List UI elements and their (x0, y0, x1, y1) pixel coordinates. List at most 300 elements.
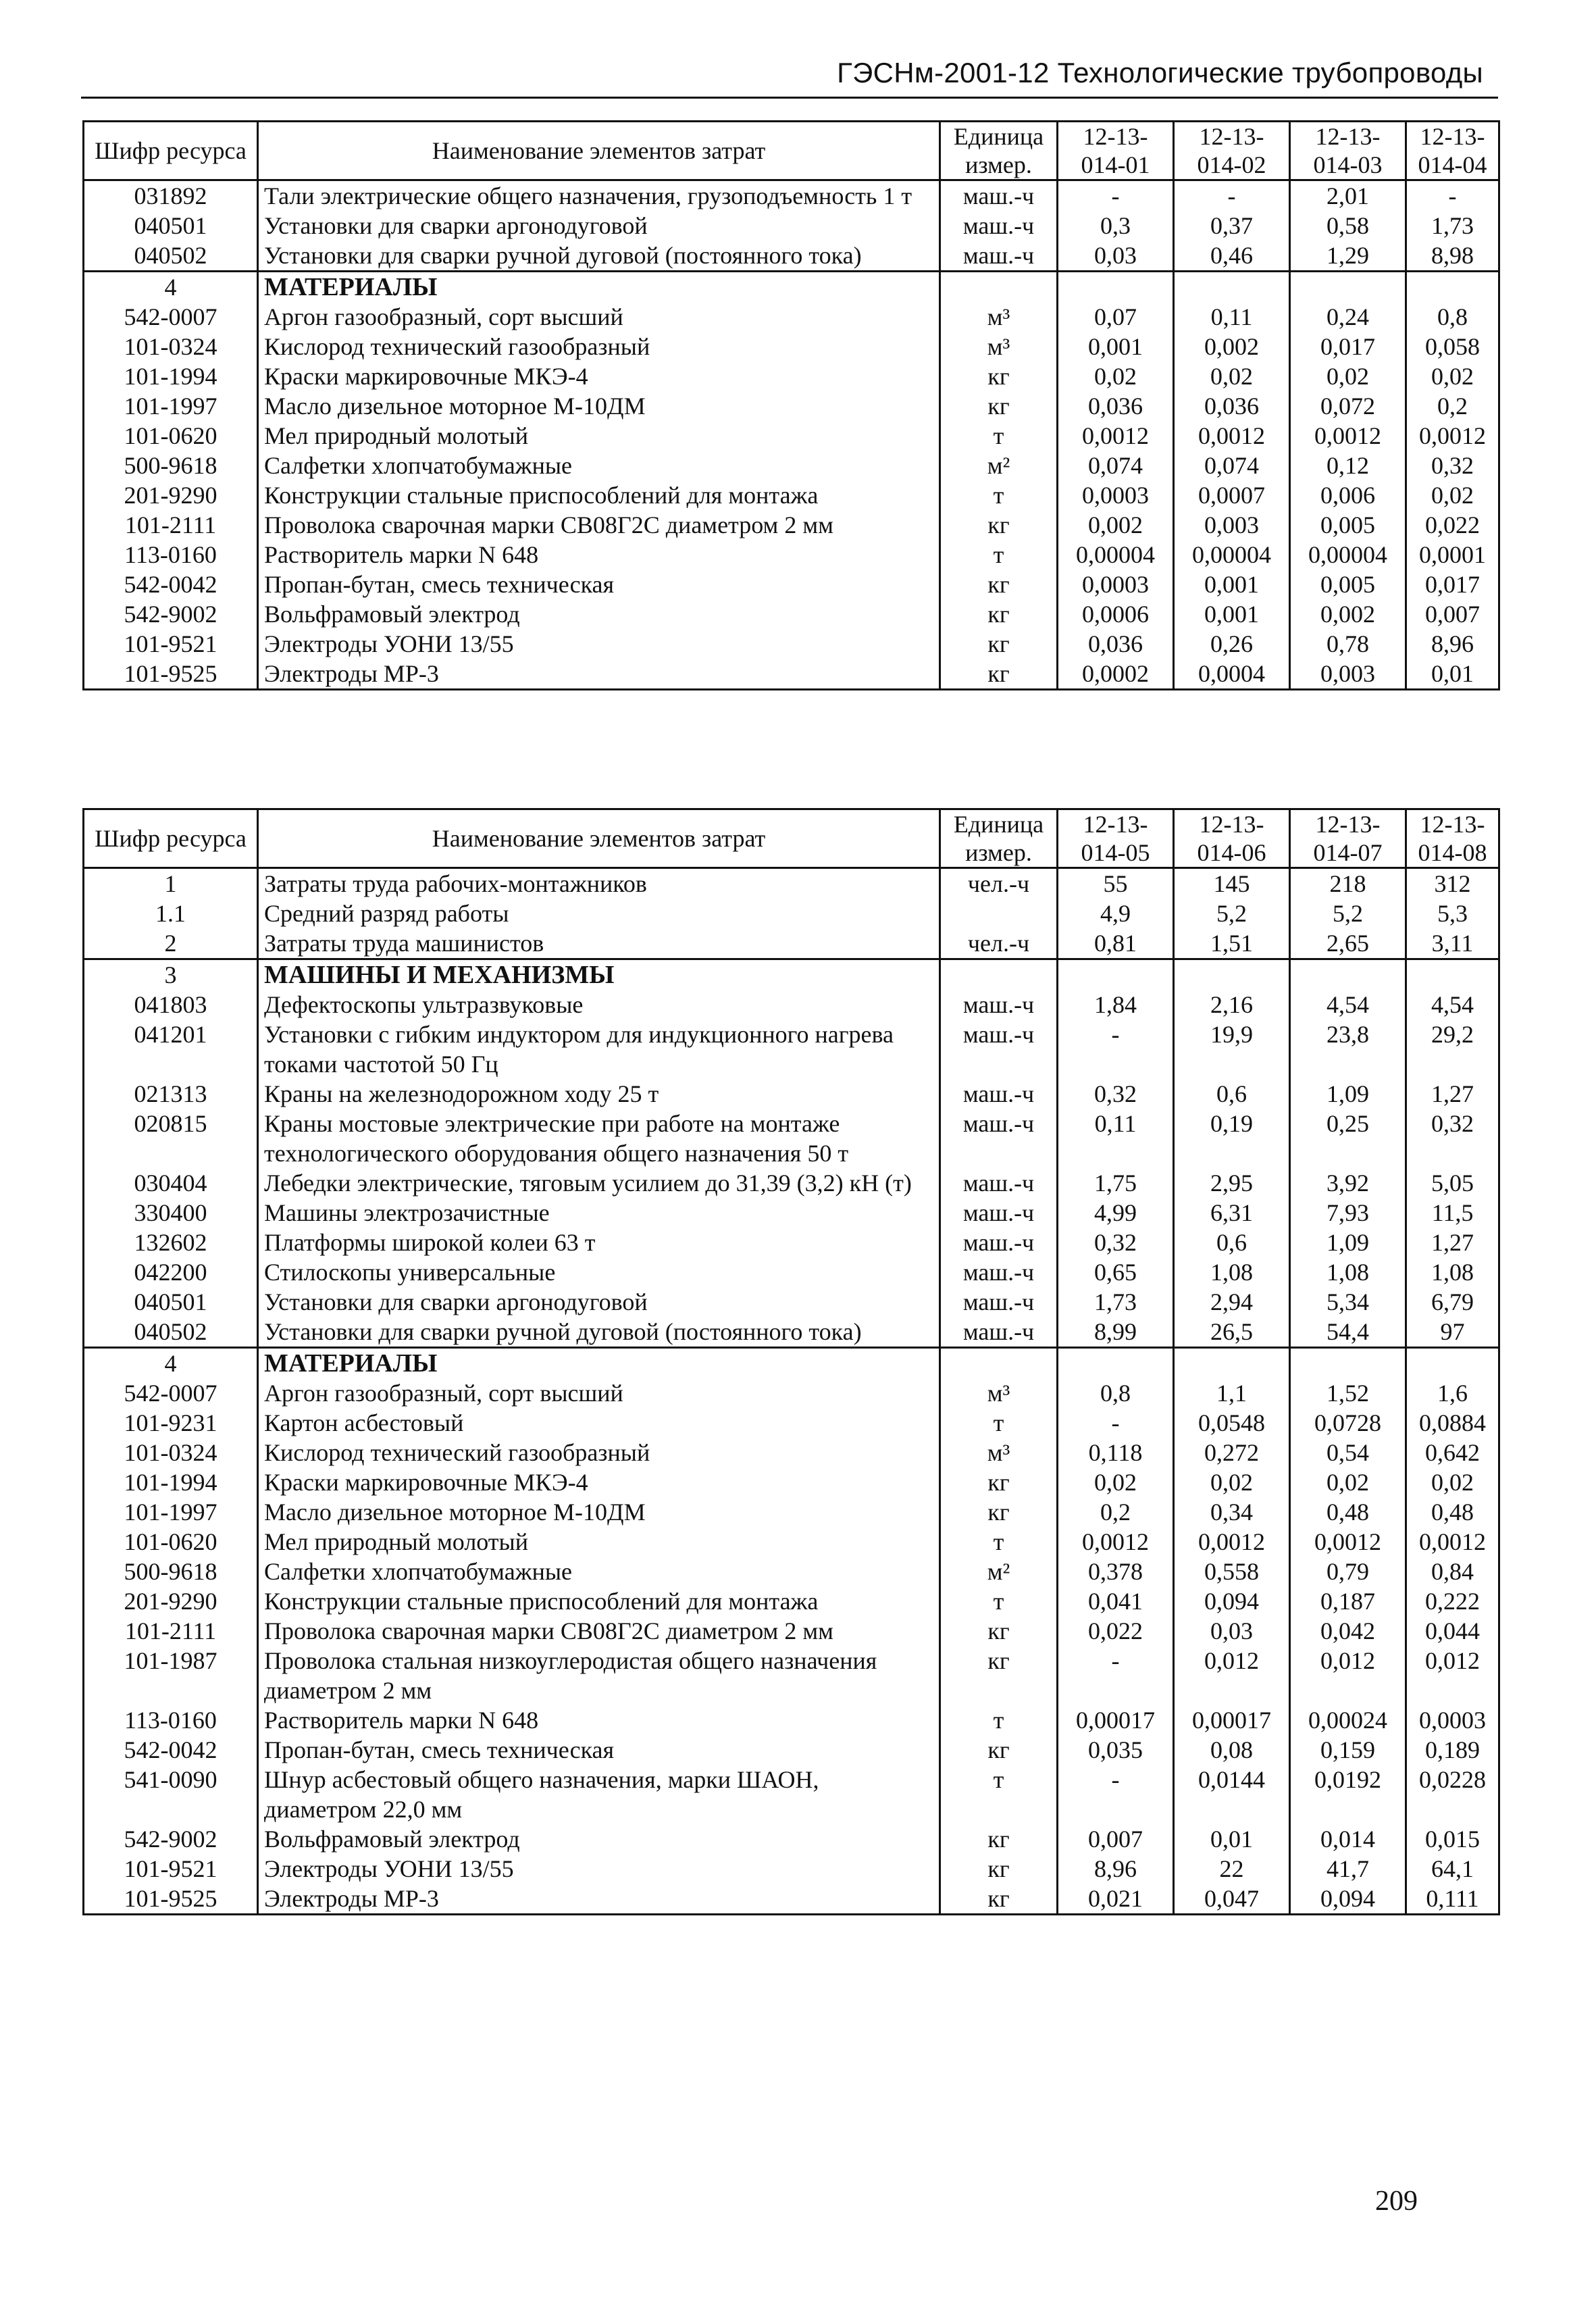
value-cell: 29,2 (1406, 1020, 1499, 1079)
value-cell: 11,5 (1406, 1198, 1499, 1228)
col-header-c1: 12-13-014-01 (1058, 122, 1174, 180)
table-row (84, 180, 1499, 211)
resource-code-cell: 101-0324 (84, 332, 258, 361)
table-body (84, 868, 1499, 1915)
resource-code-cell: 541-0090 (84, 1765, 258, 1824)
table-row (84, 1824, 1499, 1854)
value-cell: 5,2 (1290, 899, 1406, 928)
resource-code-cell: 1.1 (84, 899, 258, 928)
resource-code-cell: 021313 (84, 1079, 258, 1109)
value-cell: 0,003 (1174, 510, 1290, 540)
table-row (84, 1527, 1499, 1557)
value-cell: 2,94 (1174, 1287, 1290, 1317)
value-cell: 0,6 (1174, 1079, 1290, 1109)
value-cell: 0,6 (1174, 1228, 1290, 1257)
table-row (84, 1317, 1499, 1348)
resource-code-cell: 101-9521 (84, 1854, 258, 1884)
cost-element-name-cell: Тали электрические общего назначения, грузоподъемность 1 т (258, 180, 940, 211)
value-cell: 0,0192 (1290, 1765, 1406, 1824)
table-row (84, 1586, 1499, 1616)
value-cell: 0,012 (1290, 1646, 1406, 1705)
cost-element-name-cell: Шнур асбестовый общего назначения, марки ШАОН, диаметром 22,0 мм (258, 1765, 940, 1824)
value-cell (1174, 272, 1290, 303)
value-cell: 0,017 (1406, 570, 1499, 599)
cost-element-name-cell: Пропан-бутан, смесь техническая (258, 570, 940, 599)
cost-element-name-cell: Картон асбестовый (258, 1408, 940, 1438)
cost-element-name-cell: Дефектоскопы ультразвуковые (258, 990, 940, 1020)
col-header-unit: Единица измер. (940, 122, 1058, 180)
table-row (84, 899, 1499, 928)
value-cell: 0,26 (1174, 629, 1290, 659)
value-cell: 0,0006 (1058, 599, 1174, 629)
table-row (84, 211, 1499, 241)
value-cell (1406, 959, 1499, 990)
value-cell: 97 (1406, 1317, 1499, 1348)
resource-code-cell: 030404 (84, 1168, 258, 1198)
value-cell: 0,8 (1406, 302, 1499, 332)
unit-cell (940, 272, 1058, 303)
unit-cell: т (940, 1527, 1058, 1557)
col-header-c4: 12-13-014-08 (1406, 809, 1499, 868)
value-cell: 0,074 (1058, 451, 1174, 480)
unit-cell: маш.-ч (940, 241, 1058, 272)
resource-code-cell: 101-1994 (84, 1467, 258, 1497)
value-cell: 0,32 (1406, 451, 1499, 480)
resource-code-cell: 2 (84, 928, 258, 959)
resource-code-cell: 101-9231 (84, 1408, 258, 1438)
table-row (84, 1287, 1499, 1317)
unit-cell: кг (940, 599, 1058, 629)
cost-element-name-cell: Масло дизельное моторное М-10ДМ (258, 391, 940, 421)
value-cell: 0,02 (1174, 361, 1290, 391)
table-row (84, 570, 1499, 599)
col-header-code: Шифр ресурса (84, 122, 258, 180)
col-header-name: Наименование элементов затрат (258, 809, 940, 868)
cost-element-name-cell: Кислород технический газообразный (258, 1438, 940, 1467)
value-cell: 1,09 (1290, 1079, 1406, 1109)
table-row (84, 332, 1499, 361)
unit-cell: кг (940, 629, 1058, 659)
value-cell: 0,014 (1290, 1824, 1406, 1854)
table-row (84, 629, 1499, 659)
resource-code-cell: 500-9618 (84, 451, 258, 480)
value-cell: 0,02 (1058, 361, 1174, 391)
value-cell: 0,48 (1290, 1497, 1406, 1527)
value-cell: 1,08 (1174, 1257, 1290, 1287)
value-cell: 3,11 (1406, 928, 1499, 959)
value-cell: 0,001 (1174, 599, 1290, 629)
table-row (84, 659, 1499, 690)
value-cell: 0,02 (1406, 480, 1499, 510)
unit-cell: м³ (940, 1378, 1058, 1408)
value-cell: 1,08 (1406, 1257, 1499, 1287)
value-cell: 4,54 (1406, 990, 1499, 1020)
value-cell: 2,95 (1174, 1168, 1290, 1198)
unit-cell: маш.-ч (940, 211, 1058, 241)
value-cell: 0,0002 (1058, 659, 1174, 690)
value-cell: 0,005 (1290, 570, 1406, 599)
value-cell: 0,021 (1058, 1884, 1174, 1915)
value-cell: 1,73 (1406, 211, 1499, 241)
value-cell: 0,012 (1406, 1646, 1499, 1705)
unit-cell: кг (940, 1735, 1058, 1765)
unit-cell: маш.-ч (940, 990, 1058, 1020)
cost-element-name-cell: Мел природный молотый (258, 421, 940, 451)
value-cell: 0,006 (1290, 480, 1406, 510)
value-cell: 0,19 (1174, 1109, 1290, 1168)
cost-element-name-cell: Краски маркировочные МКЭ-4 (258, 361, 940, 391)
value-cell: 0,0012 (1290, 421, 1406, 451)
cost-element-name-cell: Салфетки хлопчатобумажные (258, 451, 940, 480)
table-row (84, 1616, 1499, 1646)
value-cell: 0,79 (1290, 1557, 1406, 1586)
value-cell: 0,0012 (1058, 421, 1174, 451)
value-cell: 0,02 (1406, 361, 1499, 391)
value-cell: 1,27 (1406, 1079, 1499, 1109)
table-row (84, 1854, 1499, 1884)
value-cell: 8,96 (1406, 629, 1499, 659)
value-cell: 0,54 (1290, 1438, 1406, 1467)
cost-element-name-cell: Аргон газообразный, сорт высший (258, 1378, 940, 1408)
value-cell (1290, 959, 1406, 990)
table-header-row (84, 122, 1499, 180)
cost-element-name-cell: Кислород технический газообразный (258, 332, 940, 361)
cost-element-name-cell: Проволока сварочная марки СВ08Г2С диаметром 2 мм (258, 510, 940, 540)
resource-code-cell: 101-1997 (84, 391, 258, 421)
value-cell: 1,29 (1290, 241, 1406, 272)
cost-element-name-cell: Краны на железнодорожном ходу 25 т (258, 1079, 940, 1109)
value-cell: 0,041 (1058, 1586, 1174, 1616)
value-cell: 0,46 (1174, 241, 1290, 272)
value-cell: 4,9 (1058, 899, 1174, 928)
table-row (84, 1109, 1499, 1168)
cost-element-name-cell: Установки для сварки аргонодуговой (258, 211, 940, 241)
value-cell: 5,2 (1174, 899, 1290, 928)
table-row (84, 1646, 1499, 1705)
unit-cell: м² (940, 1557, 1058, 1586)
resource-code-cell: 101-0324 (84, 1438, 258, 1467)
value-cell: 0,3 (1058, 211, 1174, 241)
table-row (84, 451, 1499, 480)
unit-cell: маш.-ч (940, 1168, 1058, 1198)
value-cell: 0,34 (1174, 1497, 1290, 1527)
resource-code-cell: 101-9525 (84, 1884, 258, 1915)
resource-code-cell: 330400 (84, 1198, 258, 1228)
value-cell: 0,00004 (1290, 540, 1406, 570)
value-cell: 5,05 (1406, 1168, 1499, 1198)
value-cell: 0,0012 (1406, 1527, 1499, 1557)
value-cell: 0,015 (1406, 1824, 1499, 1854)
cost-element-name-cell: Стилоскопы универсальные (258, 1257, 940, 1287)
resource-code-cell: 031892 (84, 180, 258, 211)
value-cell: 1,27 (1406, 1228, 1499, 1257)
unit-cell: кг (940, 1884, 1058, 1915)
value-cell: 0,37 (1174, 211, 1290, 241)
value-cell: 2,16 (1174, 990, 1290, 1020)
table-row (84, 1438, 1499, 1467)
cost-element-name-cell: Салфетки хлопчатобумажные (258, 1557, 940, 1586)
table-row (84, 361, 1499, 391)
cost-element-name-cell: Электроды УОНИ 13/55 (258, 629, 940, 659)
value-cell: 0,0001 (1406, 540, 1499, 570)
table-row (84, 1198, 1499, 1228)
unit-cell (940, 959, 1058, 990)
value-cell: 4,54 (1290, 990, 1406, 1020)
value-cell: 0,02 (1290, 361, 1406, 391)
resource-code-cell: 101-0620 (84, 1527, 258, 1557)
value-cell: 0,558 (1174, 1557, 1290, 1586)
value-cell: 0,187 (1290, 1586, 1406, 1616)
value-cell: 0,007 (1406, 599, 1499, 629)
value-cell: 0,058 (1406, 332, 1499, 361)
resource-code-cell: 542-0042 (84, 570, 258, 599)
value-cell: 1,08 (1290, 1257, 1406, 1287)
resource-code-cell: 4 (84, 1348, 258, 1379)
unit-cell: м³ (940, 332, 1058, 361)
resource-code-cell: 542-0007 (84, 302, 258, 332)
value-cell: 0,25 (1290, 1109, 1406, 1168)
value-cell: 0,11 (1174, 302, 1290, 332)
unit-cell: т (940, 1765, 1058, 1824)
section-row (84, 1348, 1499, 1379)
value-cell: 0,2 (1406, 391, 1499, 421)
cost-element-name-cell: Масло дизельное моторное М-10ДМ (258, 1497, 940, 1527)
cost-element-name-cell: Растворитель марки N 648 (258, 540, 940, 570)
value-cell: 218 (1290, 868, 1406, 899)
resource-code-cell: 101-9525 (84, 659, 258, 690)
cost-element-name-cell: МАШИНЫ И МЕХАНИЗМЫ (258, 959, 940, 990)
cost-element-name-cell: Пропан-бутан, смесь техническая (258, 1735, 940, 1765)
value-cell: 6,31 (1174, 1198, 1290, 1228)
value-cell: - (1058, 1765, 1174, 1824)
table-row (84, 1705, 1499, 1735)
cost-element-name-cell: Конструкции стальные приспособлений для монтажа (258, 480, 940, 510)
cost-element-name-cell: Краны мостовые электрические при работе на монтаже технологического оборудования общего назначения 50 т (258, 1109, 940, 1168)
value-cell: - (1058, 1646, 1174, 1705)
col-header-c2: 12-13-014-02 (1174, 122, 1290, 180)
value-cell: 8,98 (1406, 241, 1499, 272)
resource-code-cell: 040502 (84, 241, 258, 272)
value-cell: 0,042 (1290, 1616, 1406, 1646)
value-cell: 0,0012 (1406, 421, 1499, 451)
cost-element-name-cell: Вольфрамовый электрод (258, 1824, 940, 1854)
value-cell: 0,0228 (1406, 1765, 1499, 1824)
value-cell: 0,012 (1174, 1646, 1290, 1705)
unit-cell (940, 899, 1058, 928)
unit-cell: маш.-ч (940, 1287, 1058, 1317)
value-cell: 1,52 (1290, 1378, 1406, 1408)
cost-element-name-cell: Установки для сварки ручной дуговой (постоянного тока) (258, 1317, 940, 1348)
value-cell: 4,99 (1058, 1198, 1174, 1228)
value-cell (1058, 1348, 1174, 1379)
unit-cell: маш.-ч (940, 1228, 1058, 1257)
value-cell: 0,81 (1058, 928, 1174, 959)
cost-element-name-cell: Установки для сварки ручной дуговой (постоянного тока) (258, 241, 940, 272)
value-cell: 0,12 (1290, 451, 1406, 480)
unit-cell: маш.-ч (940, 1317, 1058, 1348)
table-row (84, 241, 1499, 272)
value-cell: 0,035 (1058, 1735, 1174, 1765)
unit-cell: маш.-ч (940, 1109, 1058, 1168)
unit-cell (940, 1348, 1058, 1379)
value-cell: - (1058, 1408, 1174, 1438)
value-cell: 0,2 (1058, 1497, 1174, 1527)
value-cell: - (1174, 180, 1290, 211)
value-cell: 0,48 (1406, 1497, 1499, 1527)
resource-code-cell: 542-0007 (84, 1378, 258, 1408)
unit-cell: кг (940, 1854, 1058, 1884)
value-cell: 0,189 (1406, 1735, 1499, 1765)
unit-cell: кг (940, 391, 1058, 421)
value-cell: 0,002 (1058, 510, 1174, 540)
table-row (84, 510, 1499, 540)
value-cell: 0,094 (1174, 1586, 1290, 1616)
value-cell: 0,0012 (1058, 1527, 1174, 1557)
unit-cell: чел.-ч (940, 928, 1058, 959)
resource-code-cell: 201-9290 (84, 480, 258, 510)
cost-element-name-cell: Затраты труда рабочих-монтажников (258, 868, 940, 899)
cost-element-name-cell: Проволока стальная низкоуглеродистая общего назначения диаметром 2 мм (258, 1646, 940, 1705)
value-cell: 0,08 (1174, 1735, 1290, 1765)
value-cell: 23,8 (1290, 1020, 1406, 1079)
table-row (84, 928, 1499, 959)
cost-element-name-cell: Средний разряд работы (258, 899, 940, 928)
resource-code-cell: 040502 (84, 1317, 258, 1348)
value-cell (1174, 959, 1290, 990)
value-cell: 0,32 (1406, 1109, 1499, 1168)
resource-code-cell: 020815 (84, 1109, 258, 1168)
table-row (84, 1408, 1499, 1438)
value-cell: 0,00004 (1058, 540, 1174, 570)
value-cell (1058, 272, 1174, 303)
resource-code-cell: 041803 (84, 990, 258, 1020)
value-cell: 5,3 (1406, 899, 1499, 928)
value-cell (1406, 1348, 1499, 1379)
value-cell: 0,03 (1058, 241, 1174, 272)
page-number: 209 (1375, 2186, 1418, 2217)
value-cell: 0,036 (1058, 391, 1174, 421)
cost-element-name-cell: Затраты труда машинистов (258, 928, 940, 959)
resource-code-cell: 101-1987 (84, 1646, 258, 1705)
value-cell: 0,642 (1406, 1438, 1499, 1467)
cost-element-name-cell: Растворитель марки N 648 (258, 1705, 940, 1735)
value-cell: 0,8 (1058, 1378, 1174, 1408)
table-row (84, 990, 1499, 1020)
value-cell: 0,00004 (1174, 540, 1290, 570)
table-row (84, 1765, 1499, 1824)
unit-cell: м³ (940, 1438, 1058, 1467)
value-cell: 0,007 (1058, 1824, 1174, 1854)
value-cell: 0,072 (1290, 391, 1406, 421)
unit-cell: т (940, 1705, 1058, 1735)
resource-code-cell: 113-0160 (84, 1705, 258, 1735)
resource-code-cell: 201-9290 (84, 1586, 258, 1616)
cost-element-name-cell: МАТЕРИАЛЫ (258, 1348, 940, 1379)
value-cell: 312 (1406, 868, 1499, 899)
resource-code-cell: 132602 (84, 1228, 258, 1257)
table-row (84, 1557, 1499, 1586)
table-row (84, 599, 1499, 629)
table-row (84, 540, 1499, 570)
unit-cell: кг (940, 1646, 1058, 1705)
value-cell: 1,09 (1290, 1228, 1406, 1257)
cost-element-name-cell: Установки с гибким индуктором для индукционного нагрева токами частотой 50 Гц (258, 1020, 940, 1079)
value-cell: 0,0144 (1174, 1765, 1290, 1824)
unit-cell: чел.-ч (940, 868, 1058, 899)
table-row (84, 1467, 1499, 1497)
value-cell: 0,002 (1174, 332, 1290, 361)
value-cell: 19,9 (1174, 1020, 1290, 1079)
value-cell: 0,07 (1058, 302, 1174, 332)
value-cell: 0,0004 (1174, 659, 1290, 690)
resource-code-cell: 101-2111 (84, 1616, 258, 1646)
unit-cell: кг (940, 1824, 1058, 1854)
value-cell: 7,93 (1290, 1198, 1406, 1228)
value-cell: 1,51 (1174, 928, 1290, 959)
value-cell: 0,58 (1290, 211, 1406, 241)
value-cell: 0,001 (1058, 332, 1174, 361)
resource-code-cell: 542-9002 (84, 599, 258, 629)
value-cell: 0,378 (1058, 1557, 1174, 1586)
value-cell: 0,01 (1174, 1824, 1290, 1854)
cost-element-name-cell: Конструкции стальные приспособлений для монтажа (258, 1586, 940, 1616)
value-cell: 0,022 (1406, 510, 1499, 540)
value-cell: 0,017 (1290, 332, 1406, 361)
table-row (84, 1884, 1499, 1915)
unit-cell: кг (940, 361, 1058, 391)
value-cell: 0,0548 (1174, 1408, 1290, 1438)
table-row (84, 868, 1499, 899)
cost-element-name-cell: Мел природный молотый (258, 1527, 940, 1557)
unit-cell: т (940, 421, 1058, 451)
unit-cell: т (940, 540, 1058, 570)
resource-table-2 (82, 808, 1500, 1915)
value-cell: 2,01 (1290, 180, 1406, 211)
resource-code-cell: 500-9618 (84, 1557, 258, 1586)
unit-cell: кг (940, 1467, 1058, 1497)
resource-code-cell: 3 (84, 959, 258, 990)
value-cell: 2,65 (1290, 928, 1406, 959)
value-cell: 0,0007 (1174, 480, 1290, 510)
resource-code-cell: 101-0620 (84, 421, 258, 451)
page-header-title: ГЭСНм-2001-12 Технологические трубопроводы (837, 57, 1483, 89)
resource-code-cell: 101-9521 (84, 629, 258, 659)
cost-element-name-cell: Электроды МР-3 (258, 1884, 940, 1915)
value-cell: 3,92 (1290, 1168, 1406, 1198)
value-cell: 0,03 (1174, 1616, 1290, 1646)
value-cell: 0,65 (1058, 1257, 1174, 1287)
unit-cell: маш.-ч (940, 1079, 1058, 1109)
value-cell: 0,0012 (1174, 421, 1290, 451)
header-rule (81, 97, 1498, 99)
table-row (84, 421, 1499, 451)
value-cell: 0,78 (1290, 629, 1406, 659)
col-header-c4: 12-13-014-04 (1406, 122, 1499, 180)
cost-element-name-cell: Вольфрамовый электрод (258, 599, 940, 629)
unit-cell: маш.-ч (940, 1198, 1058, 1228)
value-cell: 0,111 (1406, 1884, 1499, 1915)
value-cell: 0,02 (1174, 1467, 1290, 1497)
table-row (84, 1168, 1499, 1198)
value-cell: 26,5 (1174, 1317, 1290, 1348)
cost-element-name-cell: Лебедки электрические, тяговым усилием до 31,39 (3,2) кН (т) (258, 1168, 940, 1198)
table-row (84, 1228, 1499, 1257)
cost-element-name-cell: Машины электрозачистные (258, 1198, 940, 1228)
page-header (81, 57, 1498, 99)
value-cell: 0,32 (1058, 1079, 1174, 1109)
cost-element-name-cell: Установки для сварки аргонодуговой (258, 1287, 940, 1317)
unit-cell: кг (940, 1616, 1058, 1646)
